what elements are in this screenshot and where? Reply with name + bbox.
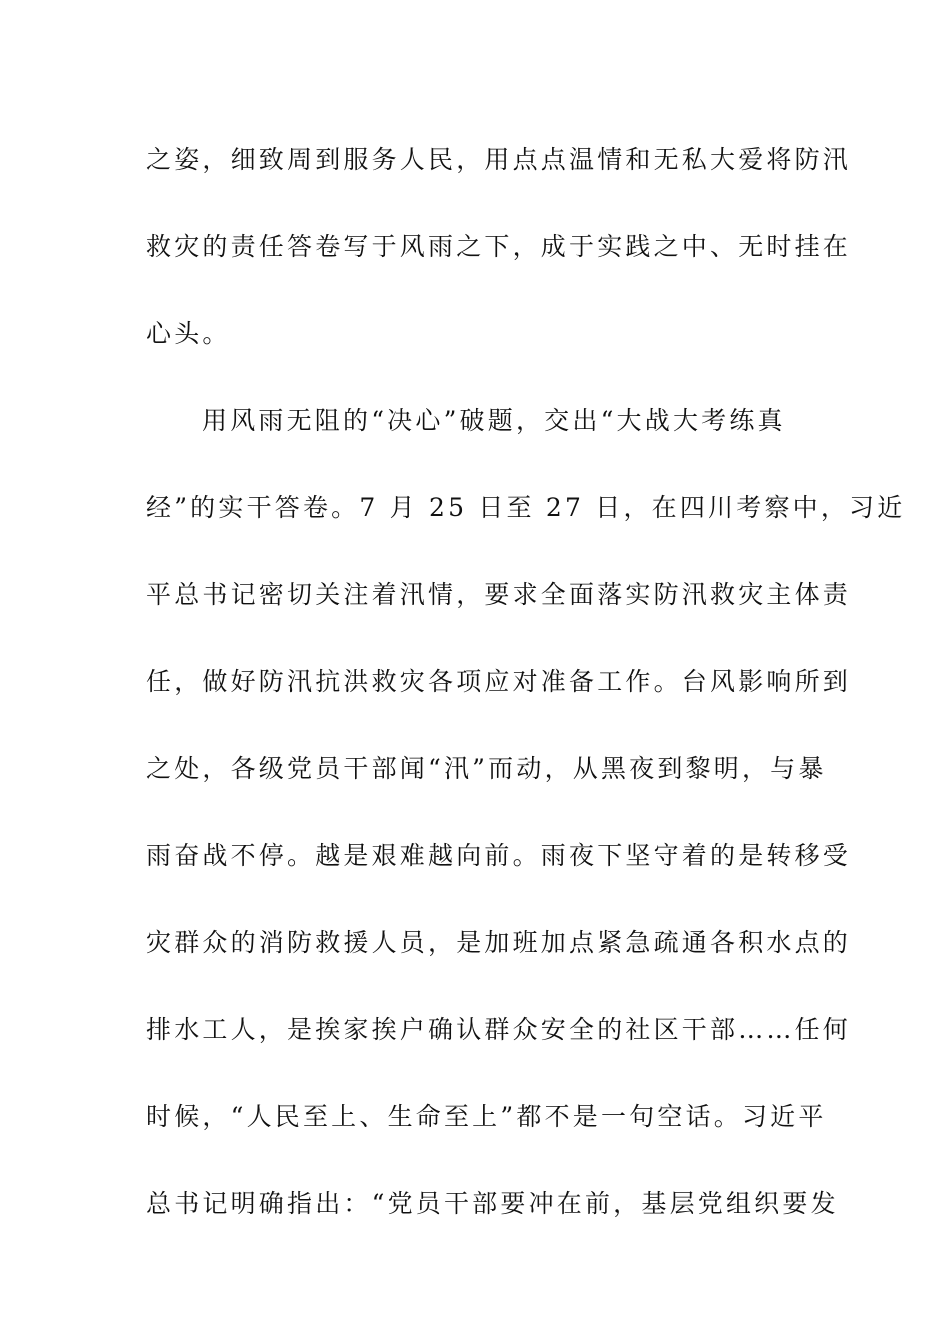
text-line: 救灾的责任答卷写于风雨之下，成于实践之中、无时挂在	[146, 232, 852, 261]
text-line: 经”的实干答卷。7 月 25 日至 27 日，在四川考察中，习近	[146, 493, 906, 522]
text-line: 总书记明确指出：“党员干部要冲在前，基层党组织要发	[146, 1189, 839, 1218]
text-line: 雨奋战不停。越是艰难越向前。雨夜下坚守着的是转移受	[146, 841, 852, 870]
text-line: 时候，“人民至上、生命至上”都不是一句空话。习近平	[146, 1102, 827, 1131]
text-line: 心头。	[146, 319, 231, 348]
text-line: 任，做好防汛抗洪救灾各项应对准备工作。台风影响所到	[146, 667, 852, 696]
paragraph-start-line: 用风雨无阻的“决心”破题，交出“大战大考练真	[202, 406, 786, 435]
body-text	[146, 134, 906, 1265]
text-line: 之姿，细致周到服务人民，用点点温情和无私大爱将防汛	[146, 145, 852, 174]
text-line: 之处，各级党员干部闻“汛”而动，从黑夜到黎明，与暴	[146, 754, 827, 783]
text-line: 平总书记密切关注着汛情，要求全面落实防汛救灾主体责	[146, 580, 852, 609]
text-line: 排水工人，是挨家挨户确认群众安全的社区干部……任何	[146, 1015, 852, 1044]
text-line: 灾群众的消防救援人员，是加班加点紧急疏通各积水点的	[146, 928, 852, 957]
